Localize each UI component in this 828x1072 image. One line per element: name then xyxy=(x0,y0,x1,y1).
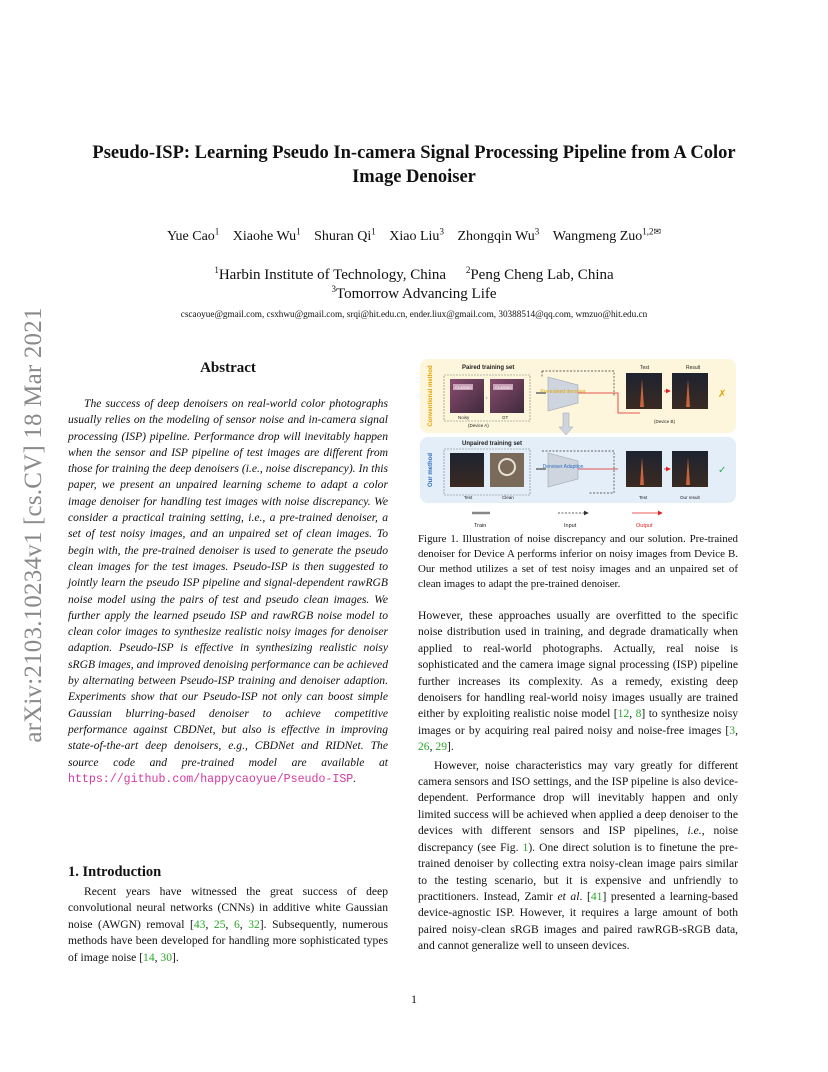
figure-1-diagram xyxy=(418,357,738,533)
citation-link[interactable]: 12 xyxy=(617,707,630,721)
legend-train: Train xyxy=(474,523,487,529)
author: Zhongqin Wu$^3$ xyxy=(457,226,540,244)
cross-icon: ✗ xyxy=(718,389,727,400)
citation-link[interactable]: 41 xyxy=(590,889,603,903)
our-result-label: Our result xyxy=(680,495,700,500)
affiliations xyxy=(100,266,728,304)
citation-link[interactable]: 6 xyxy=(233,917,240,931)
side-label-conventional: Conventional method xyxy=(428,365,434,427)
abstract-body: The success of deep denoisers on real-world color photographs usually relies on the modeling of sensor noise and in-camera signal processing (ISP) pipeline. Performance drop will inevitably happen when the sensor and ISP pipeline of test images are different from those for training the deep denoisers (i.e., noise discrepancy). In this paper, we present an unpaired learning scheme to adapt a color image denoiser for handling test images with noise discrepancy. We consider a practical training setting, i.e., a pre-trained denoiser, a set of test noisy images, and an unpaired set of clean images. To begin with, the pre-trained denoiser is used to generate the pseudo clean images for the test images. Pseudo-ISP is then suggested to jointly learn the pseudo ISP pipeline and signal-dependent rawRGB noise model using the pairs of test and pseudo clean images. We further apply the learned pseudo ISP and rawRGB noise model to clean color images to synthesize realistic noisy images for denoiser adaption. Pseudo-ISP is effective in synthesizing realistic noisy sRGB images, and improved denoising performance can be achieved by alternating between Pseudo-ISP training and denoiser adaption. Experiments show that our Pseudo-ISP not only can boost simple Gaussian blurring-based denoiser to achieve competitive performance against CBDNet, but also is effective in improving state-of-the-art deep denoisers, e.g., CBDNet and RIDNet. The source code and pre-trained model are available at https://github.com/happycaoyue/Pseudo-ISP. xyxy=(68,397,388,786)
citation-link[interactable]: 8 xyxy=(635,707,642,721)
legend-output: Output xyxy=(636,523,653,529)
page-number: 1 xyxy=(411,992,417,1006)
author: Xiao Liu$^3$ xyxy=(389,226,444,244)
svg-text:,: , xyxy=(486,394,488,400)
figure-caption: Figure 1. Illustration of noise discrepancy and our solution. Pre-trained denoiser for Device A performs inferior on noisy images from Device B. Our method utilizes a set of test noisy images and an unpaired set of clean images to adapt the pre-trained denoiser. xyxy=(418,533,738,590)
paired-set-label: Paired training set xyxy=(462,365,515,371)
result-label-top: Result xyxy=(686,365,701,371)
denoiser-adaption-label: Denoiser Adaption xyxy=(542,464,584,470)
arxiv-stamp xyxy=(14,285,54,765)
test-label-bottom: Test xyxy=(464,495,473,500)
gt-label: GT xyxy=(502,415,509,420)
test-label-right: Test xyxy=(639,495,648,500)
test-image-right xyxy=(626,451,662,487)
side-label-ours: Our method xyxy=(428,453,434,487)
affiliation-3: $^3$Tomorrow Advancing Life xyxy=(331,284,497,302)
paragraph: However, these approaches usually are overfitted to the specific noise distribution used in training, and degrade dramatically when applied to real-world photographs. Actually, real noise is sophisticated and the camera image signal processing (ISP) pipeline further increases its complexity. As a remedy, existing deep denoisers for handling real-world noisy images usually are trained either by exploiting realistic noise model [12, 8] to synthesize noisy images or by acquiring real paired noisy and noise-free images [3, 26, 29]. xyxy=(418,609,739,754)
intro-paragraph: Recent years have witnessed the great success of deep convolutional neural networks (CNNs) in additive white Gaussian noise (AWGN) removal [43, 25, 6, 32]. Subsequently, numerous methods have been developed for handling more sophisticated types of image noise [14, 30]. xyxy=(68,885,388,964)
code-link[interactable]: https://github.com/happycaoyue/Pseudo-ISP xyxy=(68,772,354,786)
citation-link[interactable]: 43 xyxy=(193,917,206,931)
citation-link[interactable]: 25 xyxy=(213,917,226,931)
right-column-text xyxy=(418,608,738,957)
legend-input: Input xyxy=(564,523,577,529)
our-result-image xyxy=(672,451,708,487)
author: Shuran Qi$^1$ xyxy=(314,226,376,244)
device-b-label: (Device B) xyxy=(654,419,676,424)
abstract-heading: Abstract xyxy=(200,360,256,376)
author: Wangmeng Zuo$^{1,2✉}$ xyxy=(552,226,662,244)
citation-link[interactable]: 3 xyxy=(729,723,736,737)
citation-link[interactable]: 29 xyxy=(435,740,447,754)
pretrained-label: Pre-trained denoiser xyxy=(540,389,586,395)
citation-link[interactable]: 14 xyxy=(143,950,155,964)
arxiv-stamp-text: arXiv:2103.10234v1 [cs.CV] 18 Mar 2021 xyxy=(20,307,47,743)
clean-label: Clean xyxy=(502,495,514,500)
test-label-top: Test xyxy=(640,365,650,371)
citation-link[interactable]: 30 xyxy=(160,950,172,964)
section-heading: 1. Introduction xyxy=(68,864,162,880)
paper-title: Pseudo-ISP: Learning Pseudo In-camera Signal Processing Pipeline from A Color Image Denoiser xyxy=(92,143,736,187)
figure-1 xyxy=(418,357,738,533)
noisy-label: Noisy xyxy=(458,415,470,420)
classic-text: CLASSIC xyxy=(455,385,473,390)
author-emails: cscaoyue@gmail.com, csxhwu@gmail.com, srqi@hit.edu.cn, ender.liux@gmail.com, 30388514@qq.com, wmzuo@hit.edu.cn xyxy=(180,309,648,319)
author: Xiaohe Wu$^1$ xyxy=(232,226,301,244)
device-a-label: (Device A) xyxy=(468,423,489,428)
test-image-bottom xyxy=(450,453,484,487)
check-icon: ✓ xyxy=(718,465,727,476)
citation-link[interactable]: 32 xyxy=(248,917,260,931)
result-image-top xyxy=(672,373,708,409)
citation-link[interactable]: 26 xyxy=(418,740,430,754)
figure-link[interactable]: 1 xyxy=(522,840,529,854)
affiliation-1: $^1$Harbin Institute of Technology, China xyxy=(214,265,447,283)
paragraph: However, noise characteristics may vary greatly for different camera sensors and ISO settings, and the ISP pipeline is also device-dependent. Performance drop will inevitably happen and only limited success will be achieved when applied a deep denoiser to the devices with different sensors and ISP pipelines, i.e., noise discrepancy (see Fig. 1). One direct solution is to finetune the pre-trained denoiser by collecting extra noisy-clean image pairs similar to the testing scenario, but it is expensive and unfriendly to practitioners. Instead, Zamir et al. [41] presented a learning-based device-agnostic ISP. However, it requires a large amount of both paired noisy-clean sRGB images and paired rawRGB-sRGB data, and cannot generalize well to unseen devices. xyxy=(418,758,738,953)
author: Yue Cao$^1$ xyxy=(166,226,220,244)
author-list xyxy=(60,226,768,245)
test-image-top xyxy=(626,373,662,409)
affiliation-2: $^2$Peng Cheng Lab, China xyxy=(465,265,614,283)
classic-text: CLASSIC xyxy=(495,385,513,390)
unpaired-set-label: Unpaired training set xyxy=(462,441,523,447)
